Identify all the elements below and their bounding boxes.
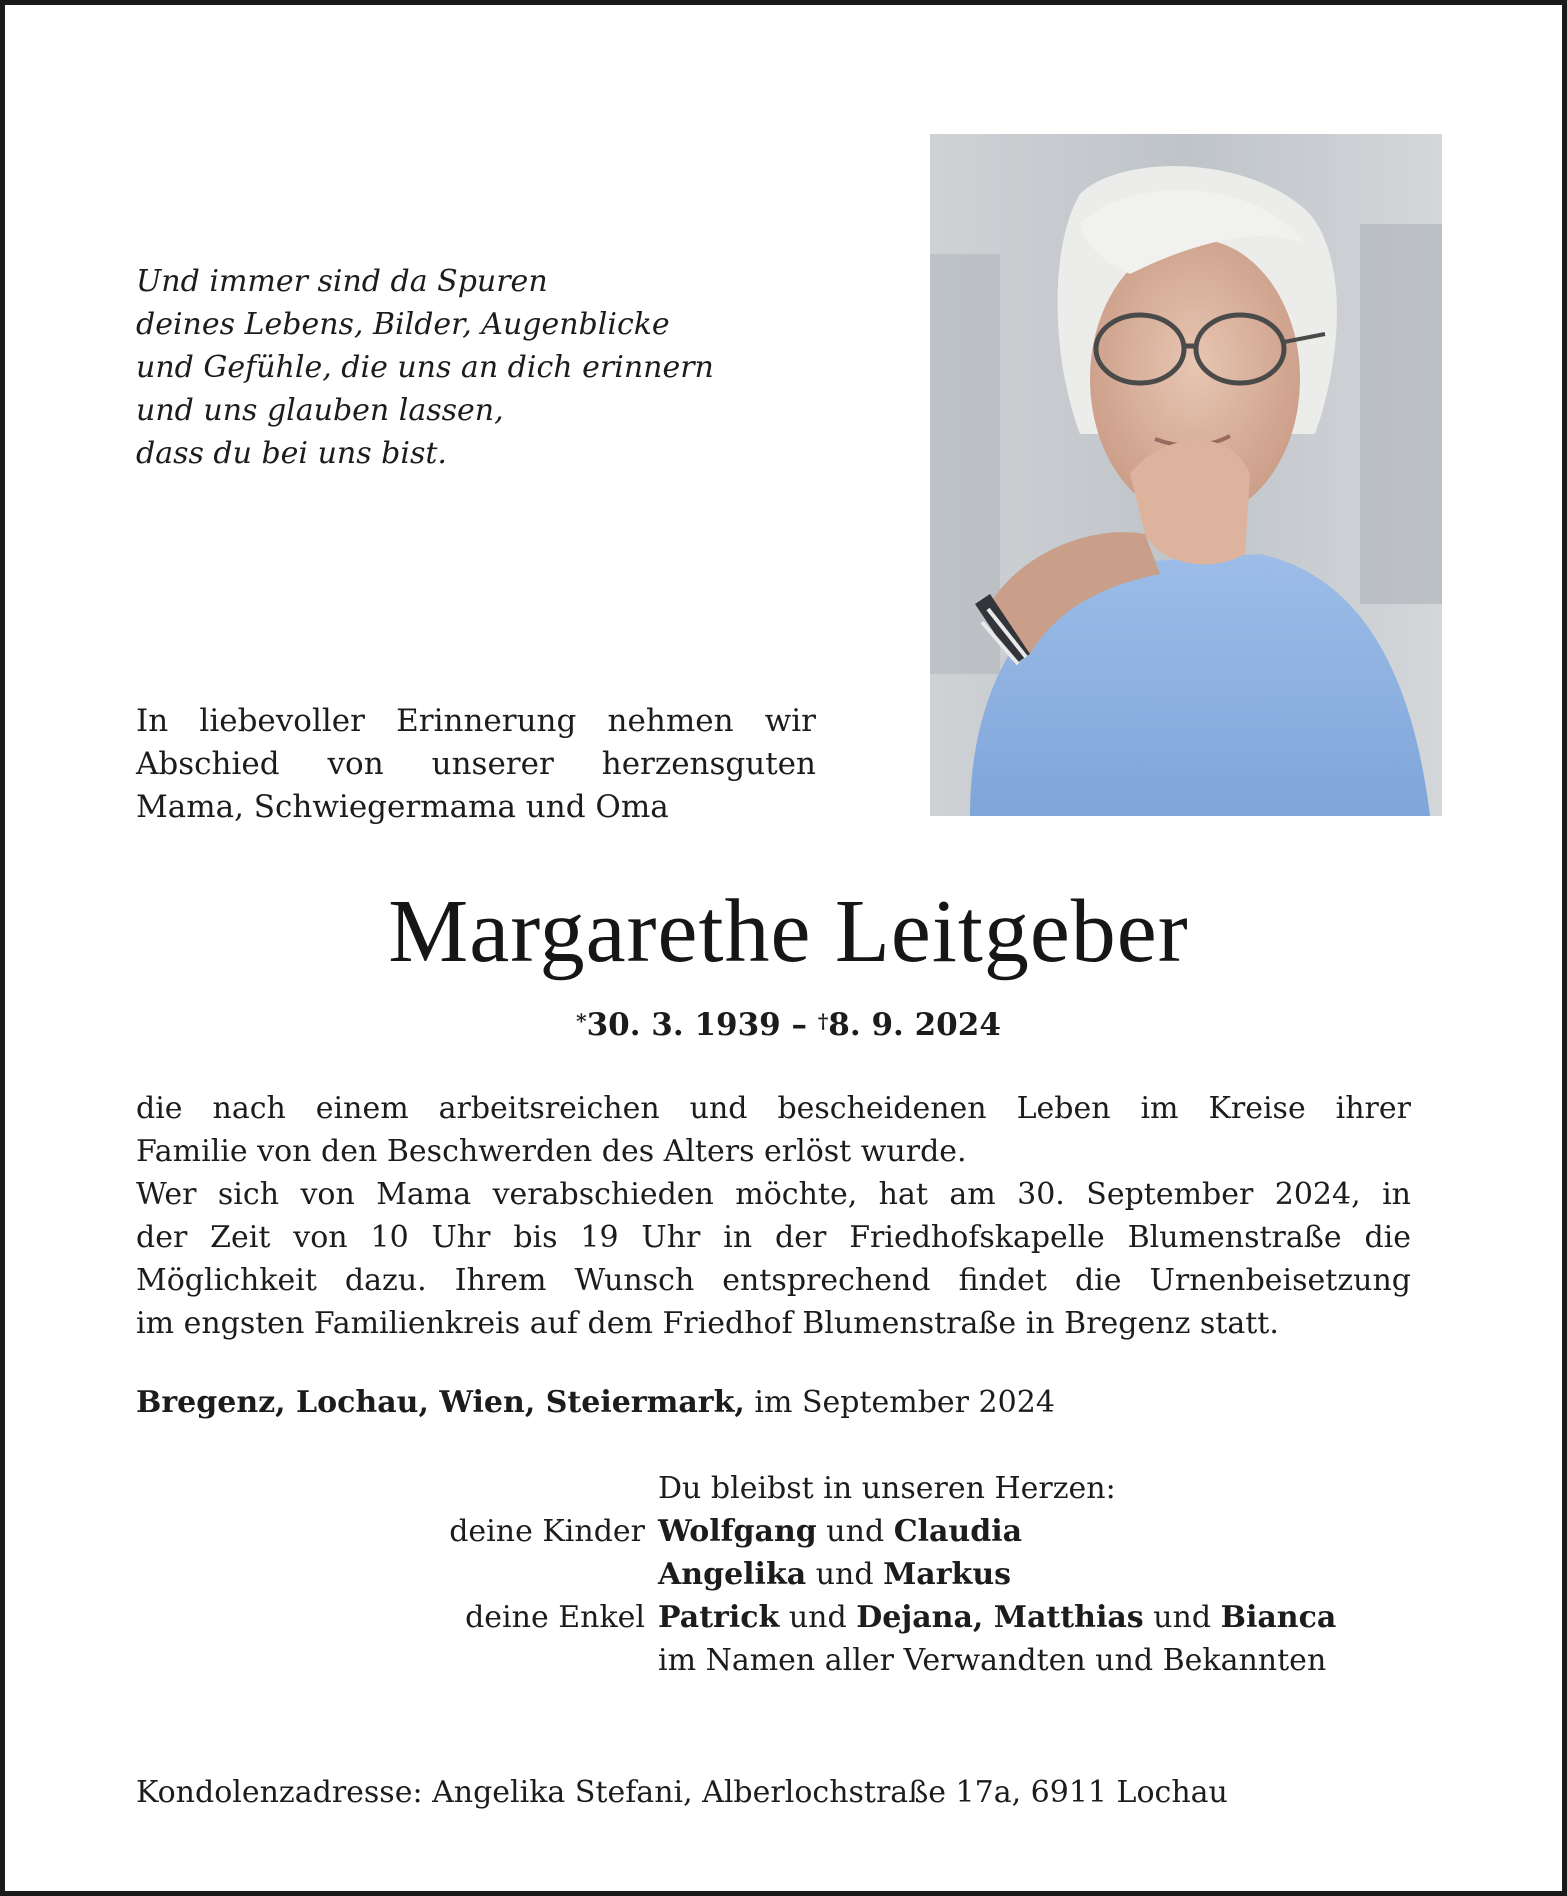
announcement-body — [136, 1087, 1411, 1345]
conjunction: und — [1143, 1600, 1221, 1635]
partner-name: Claudia — [893, 1514, 1023, 1549]
child-name: Angelika — [658, 1557, 807, 1592]
intro-line: Abschied von unserer herzensguten — [136, 746, 816, 782]
conjunction: und — [779, 1600, 857, 1635]
birth-symbol: * — [576, 1009, 587, 1033]
death-date: 8. 9. 2024 — [828, 1007, 1001, 1043]
grandchild-name: Dejana, Matthias — [856, 1600, 1144, 1635]
poem-line: und uns glauben lassen, — [136, 393, 504, 428]
child-name: Wolfgang — [658, 1514, 817, 1549]
closing-line: im Namen aller Verwandten und Bekannten — [658, 1643, 1327, 1678]
grandchild-name: Bianca — [1220, 1600, 1337, 1635]
partner-name: Markus — [883, 1557, 1012, 1592]
body-line: Familie von den Beschwerden des Alters erlöst wurde. — [136, 1134, 967, 1169]
grandchild-name: Patrick — [658, 1600, 780, 1635]
birth-date: 30. 3. 1939 — [586, 1007, 781, 1043]
death-symbol: † — [817, 1009, 829, 1033]
poem-line: deines Lebens, Bilder, Augenblicke — [136, 307, 670, 342]
body-line: der Zeit von 10 Uhr bis 19 Uhr in der Friedhofskapelle Blumenstraße die — [136, 1220, 1411, 1255]
portrait-photo — [930, 134, 1442, 816]
place-and-date — [136, 1381, 1055, 1424]
portrait-illustration — [930, 134, 1442, 816]
month-year: im September 2024 — [744, 1385, 1055, 1420]
intro-text — [136, 700, 816, 829]
grandchildren-label: deine Enkel — [465, 1600, 645, 1635]
mourners-heading: Du bleibst in unseren Herzen: — [658, 1471, 1116, 1506]
memorial-poem — [136, 260, 796, 475]
places: Bregenz, Lochau, Wien, Steiermark, — [136, 1385, 745, 1420]
body-line: Möglichkeit dazu. Ihrem Wunsch entsprechend findet die Urnenbeisetzung — [136, 1263, 1411, 1298]
body-line: im engsten Familienkreis auf dem Friedhof Blumenstraße in Bregenz statt. — [136, 1306, 1279, 1341]
poem-line: und Gefühle, die uns an dich erinnern — [136, 350, 714, 385]
children-label: deine Kinder — [449, 1514, 645, 1549]
poem-line: Und immer sind da Spuren — [136, 264, 548, 299]
conjunction: und — [816, 1514, 894, 1549]
date-separator: – — [780, 1007, 818, 1043]
body-line: Wer sich von Mama verabschieden möchte, hat am 30. September 2024, in — [136, 1177, 1411, 1212]
body-line: die nach einem arbeitsreichen und bescheidenen Leben im Kreise ihrer — [136, 1091, 1411, 1126]
intro-line: In liebevoller Erinnerung nehmen wir — [136, 703, 816, 739]
deceased-name: Margarethe Leitgeber — [388, 882, 1189, 981]
grandchildren-line — [658, 1596, 1336, 1639]
life-dates — [5, 1005, 1567, 1045]
poem-line: dass du bei uns bist. — [136, 436, 447, 471]
children-line-2 — [658, 1553, 1011, 1596]
children-line-1 — [658, 1510, 1022, 1553]
condolence-address: Kondolenzadresse: Angelika Stefani, Alberlochstraße 17a, 6911 Lochau — [136, 1775, 1228, 1810]
conjunction: und — [806, 1557, 884, 1592]
intro-line: Mama, Schwiegermama und Oma — [136, 789, 669, 825]
